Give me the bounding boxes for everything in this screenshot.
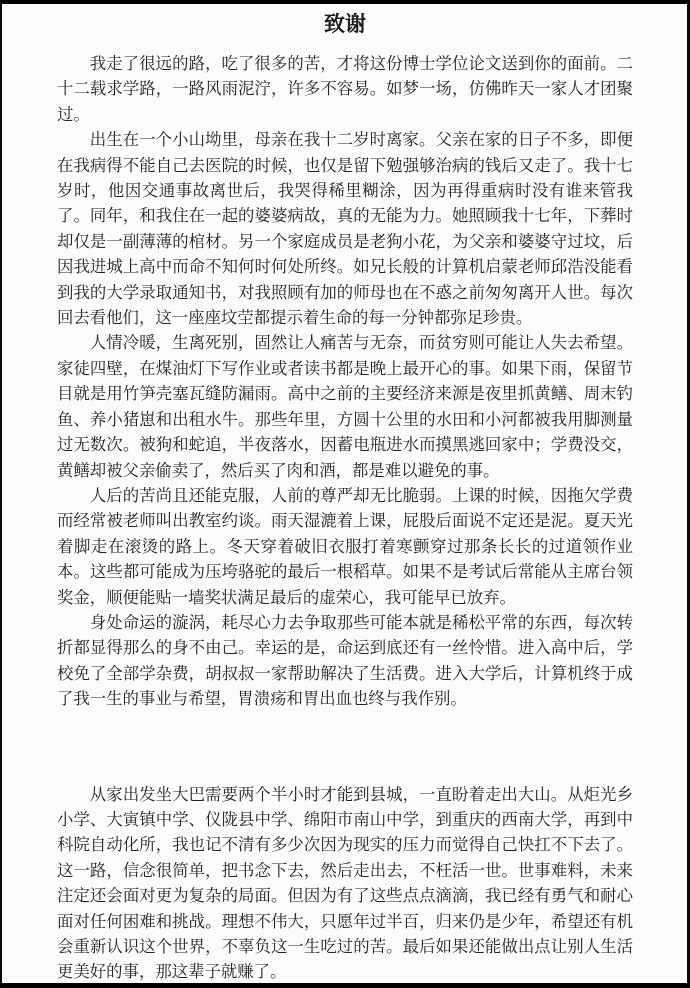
- paragraph-3: 人情冷暖，生离死别，固然让人痛苦与无奈，而贫穷则可能让人失去希望。家徒四壁，在煤油灯下写作业或者读书都是晚上最开心的事。如果下雨，保留节目就是用竹笋壳塞瓦缝防漏雨。高中之前的主要经济来源是夜里抓黄鳝、周末钓鱼、养小猪崽和出租水牛。那些年里，方圆十公里的水田和小河都被我用脚测量过无数次。被狗和蛇追，半夜落水，因蓄电瓶进水而摸黑逃回家中；学费没交，黄鳝却被父亲偷卖了，然后买了肉和酒，都是难以避免的事。: [57, 333, 633, 480]
- paragraph-2: 出生在一个小山坳里，母亲在我十二岁时离家。父亲在家的日子不多，即便在我病得不能自己去医院的时候，也仅是留下勉强够治病的钱后又走了。我十七岁时，他因交通事故离世后，我哭得稀里糊涂，因为再得重病时没有谁来管我了。同年，和我住在一起的婆婆病故，真的无能为力。她照顾我十七年，下葬时却仅是一副薄薄的棺材。另一个家庭成员是老狗小花，为父亲和婆婆守过坟，后因我进城上高中而命不知何时何处所终。如兄长般的计算机启蒙老师邱浩没能看到我的大学录取通知书，对我照顾有加的师母也在不惑之前匆匆离开人世。每次回去看他们，这一座座坟茔都提示着生命的每一分钟都弥足珍贵。: [57, 130, 633, 328]
- paragraph-1: 我走了很远的路，吃了很多的苦，才将这份博士学位论文送到你的面前。二十二载求学路，一路风雨泥泞，许多不容易。如梦一场，仿佛昨天一家人才团聚过。: [57, 54, 633, 124]
- paragraph-5: 身处命运的漩涡，耗尽心力去争取那些可能本就是稀松平常的东西，每次转折都显得那么的身不由己。幸运的是，命运到底还有一丝怜惜。进入高中后，学校免了全部学杂费，胡叔叔一家帮助解决了生活费。进入大学后，计算机终于成了我一生的事业与希望，胃溃疡和胃出血也终与我作别。: [57, 612, 633, 709]
- paragraph-4: 人后的苦尚且还能克服，人前的尊严却无比脆弱。上课的时候，因拖欠学费而经常被老师叫出教室约谈。雨天湿漉着上课，屁股后面说不定还是泥。夏天光着脚走在滚烫的路上。冬天穿着破旧衣服打着寒颤穿过那条长长的过道领作业本。这些都可能成为压垮骆驼的最后一根稻草。如果不是考试后常能从主席台领奖金，顺便能贴一墙奖状满足最后的虚荣心，我可能早已放弃。: [57, 485, 633, 607]
- page-title: 致谢: [324, 13, 366, 36]
- paragraph-6: 从家出发坐大巴需要两个半小时才能到县城，一直盼着走出大山。从炬光乡小学、大寅镇中学、仪陇县中学、绵阳市南山中学，到重庆的西南大学，再到中科院自动化所，我也记不清有多少次因为现实的压力而觉得自己快扛不下去了。这一路，信念很简单，把书念下去，然后走出去，不枉活一世。世事难料，未来注定还会面对更为复杂的局面。但因为有了这些点点滴滴，我已经有勇气和耐心面对任何困难和挑战。理想不伟大，只愿年过半百，归来仍是少年，希望还有机会重新认识这个世界，不辜负这一生吃过的苦。最后如果还能做出点让别人生活更美好的事，那这辈子就赚了。: [57, 784, 633, 982]
